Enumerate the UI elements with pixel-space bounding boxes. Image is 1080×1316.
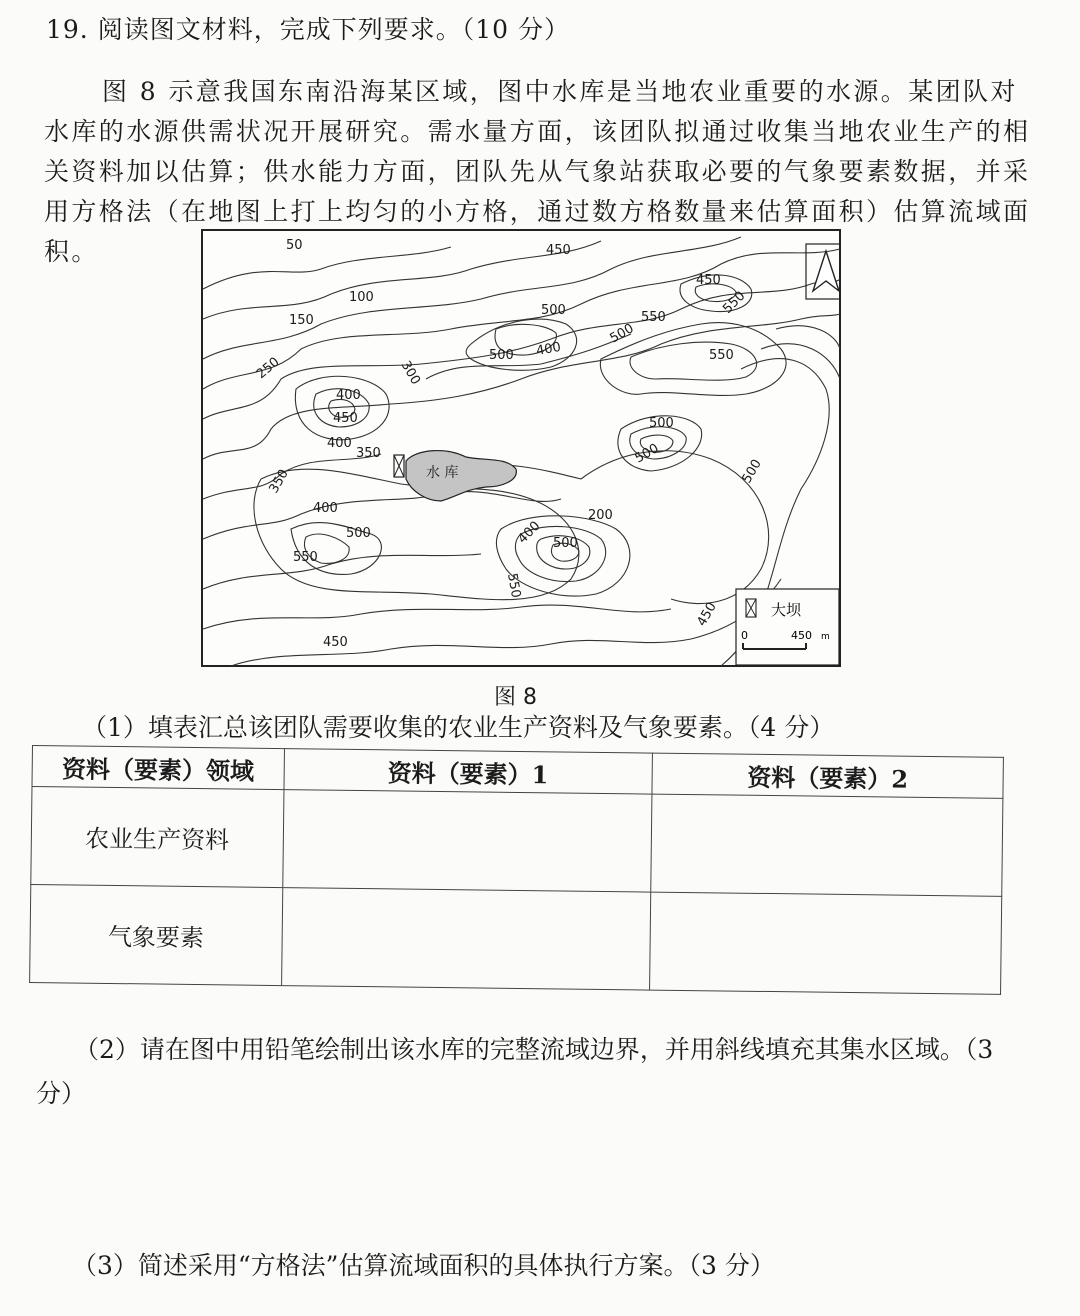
contour-label: 400 — [515, 518, 544, 547]
legend — [736, 589, 839, 665]
dam-symbol — [394, 455, 404, 477]
contour-label: 450 — [696, 273, 721, 288]
figure-caption: 图 8 — [494, 685, 537, 710]
contour-label: 550 — [720, 288, 749, 317]
contour-label: 500 — [649, 416, 674, 431]
row-label: 气象要素 — [30, 884, 283, 985]
contour-label: 400 — [313, 501, 338, 516]
contour-label: 500 — [607, 321, 637, 347]
question-intro: 图 8 示意我国东南沿海某区域，图中水库是当地农业重要的水源。某团队对水库的水源供需状况开展研究。需水量方面，该团队拟通过收集当地农业生产的相关资料加以估算；供水能力方面，团队先从气象站获取必要的气象要素数据，并采用方格法（在地图上打上均匀的小方格，通过数方格数量来估算面积）估算流域面积。 — [44, 77, 1031, 266]
contour-label: 550 — [641, 310, 666, 325]
row-label: 农业生产资料 — [31, 787, 284, 888]
contour-label: 450 — [546, 243, 571, 258]
legend-dam-icon — [746, 599, 756, 617]
contour-label: 250 — [253, 354, 283, 383]
table-header: 资料（要素）1 — [283, 749, 652, 795]
answer-cell[interactable] — [282, 790, 652, 892]
scale-value: 450 — [791, 629, 812, 642]
sub2-prompt: （2）请在图中用铅笔绘制出该水库的完整流域边界，并用斜线填充其集水区域。（3 分） — [36, 1035, 994, 1108]
contour-label: 400 — [535, 339, 563, 359]
contour-label: 550 — [504, 572, 524, 600]
contour-label: 450 — [694, 599, 720, 629]
contour-label: 550 — [709, 348, 734, 363]
answer-cell[interactable] — [651, 794, 1003, 896]
contour-label: 500 — [632, 441, 662, 467]
contour-label: 50 — [286, 238, 303, 253]
contour-label: 500 — [489, 348, 514, 363]
contour-label: 450 — [333, 411, 358, 426]
table-header: 资料（要素）领域 — [32, 746, 284, 790]
contour-label: 550 — [293, 550, 318, 565]
answer-cell[interactable] — [281, 888, 651, 990]
answer-table — [29, 745, 1004, 995]
contour-label: 500 — [739, 456, 765, 486]
question-header: 19. 阅读图文材料，完成下列要求。（10 分） — [46, 15, 570, 44]
contour-label: 350 — [266, 466, 292, 496]
contour-label: 400 — [336, 388, 361, 403]
contour-map — [201, 229, 841, 667]
contour-label: 150 — [289, 313, 314, 328]
scale-zero: 0 — [741, 629, 748, 642]
reservoir-label: 水 库 — [426, 465, 459, 481]
contour-label: 300 — [397, 358, 423, 388]
contour-label: 450 — [323, 635, 348, 650]
table-row — [30, 884, 1002, 994]
contour-label: 200 — [588, 508, 613, 523]
contour-label: 350 — [356, 446, 381, 461]
contour-label: 500 — [346, 526, 371, 541]
sub1-prompt: （1）填表汇总该团队需要收集的农业生产资料及气象要素。（4 分） — [82, 713, 835, 742]
legend-dam-label: 大坝 — [771, 601, 802, 619]
sub3-prompt: （3）简述采用“方格法”估算流域面积的具体执行方案。（3 分） — [72, 1251, 775, 1280]
scale-unit: m — [821, 632, 830, 642]
contour-label: 100 — [349, 290, 374, 305]
answer-cell[interactable] — [650, 892, 1002, 994]
table-row — [31, 787, 1003, 897]
contour-label: 500 — [541, 303, 566, 318]
contour-label: 500 — [553, 536, 578, 551]
contour-label: 400 — [327, 436, 352, 451]
table-header: 资料（要素）2 — [652, 753, 1003, 798]
